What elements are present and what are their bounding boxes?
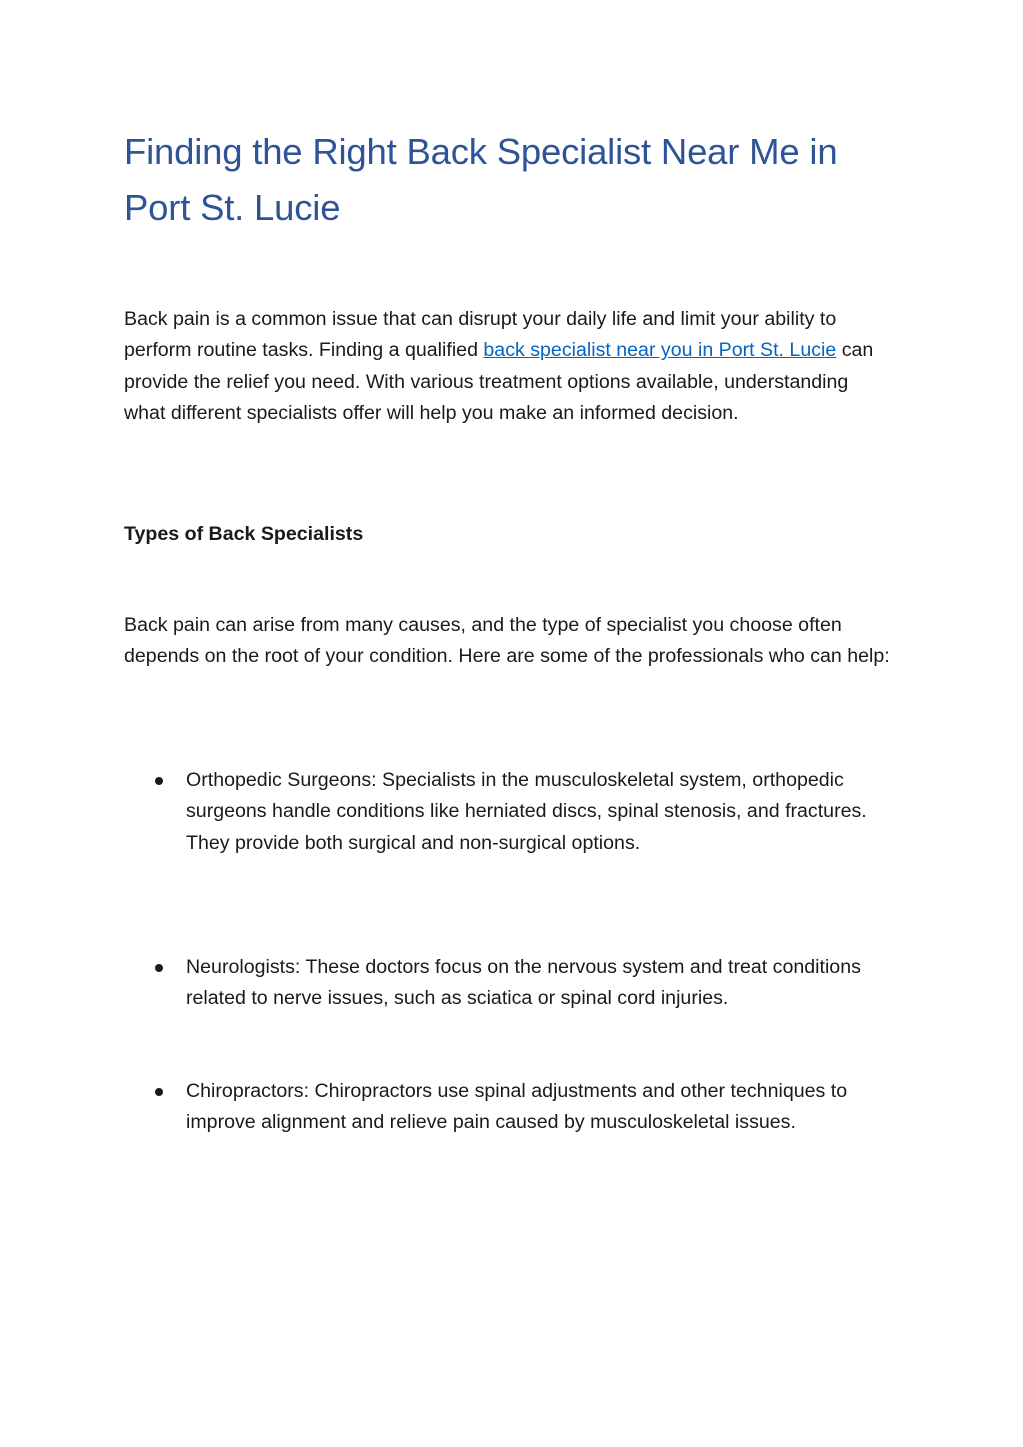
page-title: Finding the Right Back Specialist Near Me in Port St. Lucie [124,131,838,228]
intro-text-after-link: can provide the relief you need. With various treatment options available, understanding what different specialists offer will help you make an informed decision. [124,339,874,425]
list-item-text: Orthopedic Surgeons: Specialists in the musculoskeletal system, orthopedic surgeons handle conditions like herniated discs, spinal stenosis, and fractures. They provide both surgical and non-surgical options. [186,769,867,854]
list-item [186,765,906,859]
section-heading: Types of Back Specialists [124,523,364,545]
bullet-icon [155,777,163,785]
intro-text-before-link: Back pain is a common issue that can disrupt your daily life and limit your ability to perform routine tasks. Finding a qualified [124,308,837,362]
intro-paragraph [124,304,894,430]
document-page [124,124,904,1134]
bullet-icon [155,964,163,972]
back-specialist-link[interactable]: back specialist near you in Port St. Lucie [483,339,837,362]
list-item [186,952,906,1015]
list-item [186,1076,906,1139]
list-item-text: Chiropractors: Chiropractors use spinal adjustments and other techniques to improve alignment and relieve pain caused by musculoskeletal issues. [186,1080,848,1134]
bullet-icon [155,1088,163,1096]
list-item-text: Neurologists: These doctors focus on the nervous system and treat conditions related to nerve issues, such as sciatica or spinal cord injuries. [186,956,861,1010]
section-intro-paragraph: Back pain can arise from many causes, and the type of specialist you choose often depends on the root of your condition. Here are some of the professionals who can help: [124,614,890,668]
